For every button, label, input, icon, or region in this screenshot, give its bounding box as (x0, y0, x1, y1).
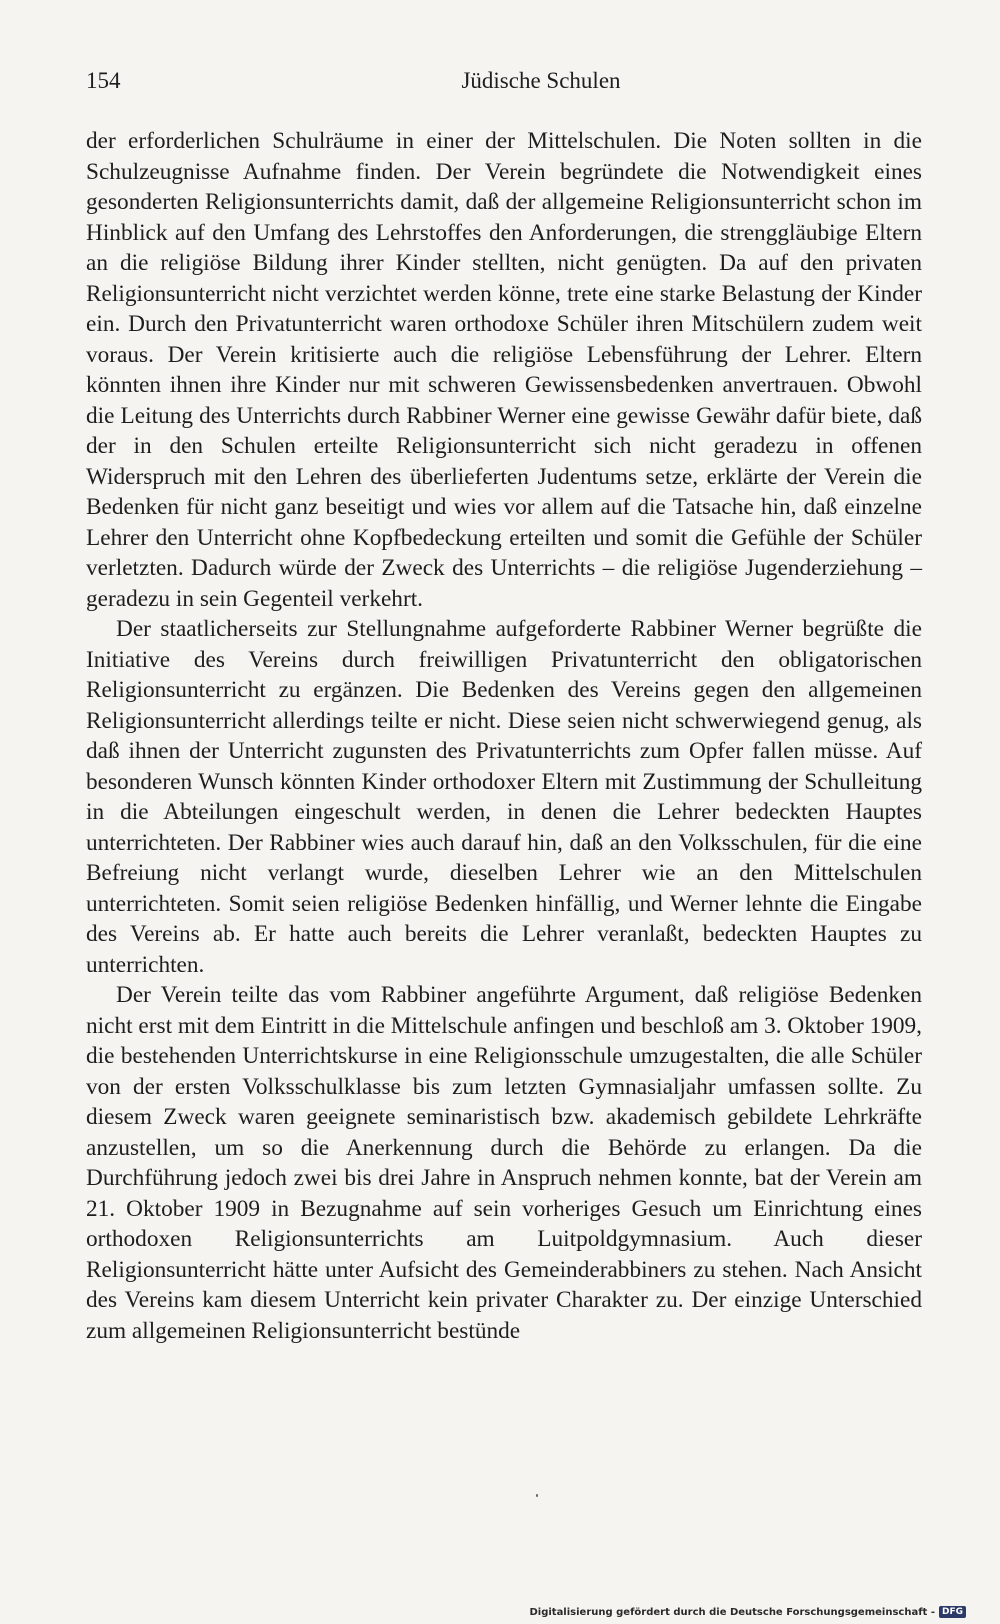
page-number: 154 (86, 68, 121, 93)
running-head: Jüdische Schulen (461, 68, 621, 93)
paragraph-3: Der Verein teilte das vom Rabbiner angeführte Argument, daß religiöse Bedenken nicht erst mit dem Eintritt in die Mittelschule anfingen und beschloß am 3. Oktober 1909, die bestehenden Unterrichtskurse in eine Religionsschule umzugestalten, die alle Schüler von der ersten Volksschulklasse bis zum letzten Gymnasialjahr umfassen sollte. Zu diesem Zweck waren geeignete seminaristisch bzw. akademisch gebildete Lehrkräfte anzustellen, um so die Anerkennung durch die Behörde zu erlangen. Da die Durchführung jedoch zwei bis drei Jahre in Anspruch nehmen konnte, bat der Verein am 21. Oktober 1909 in Bezugnahme auf sein vorheriges Gesuch um Einrichtung eines orthodoxen Religionsunterrichts am Luitpoldgymnasium. Auch dieser Religionsunterricht hätte unter Aufsicht des Gemeinderabbiners zu stehen. Nach Ansicht des Vereins kam diesem Unterricht kein privater Charakter zu. Der einzige Unterschied zum allgemeinen Religionsunterricht bestünde (86, 982, 922, 1344)
paragraph-1: der erforderlichen Schulräume in einer der Mittelschulen. Die Noten sollten in die Schulzeugnisse Aufnahme finden. Der Verein begründete die Notwendigkeit eines gesonderten Religionsunterrichts damit, daß der allgemeine Religionsunterricht schon im Hinblick auf den Umfang des Lehrstoffes den Anforderungen, die strenggläubige Eltern an die religiöse Bildung ihrer Kinder stellten, nicht genügten. Da auf den privaten Religionsunterricht nicht verzichtet werden könne, trete eine starke Belastung der Kinder ein. Durch den Privatunterricht waren orthodoxe Schüler ihren Mitschülern zudem weit voraus. Der Verein kritisierte auch die religiöse Lebensführung der Lehrer. Eltern könnten ihnen ihre Kinder nur mit schweren Gewissensbedenken anvertrauen. Obwohl die Leitung des Unterrichts durch Rabbiner Werner eine gewisse Gewähr dafür biete, daß der in den Schulen erteilte Religionsunterricht sich nicht geradezu in offenen Widerspruch mit den Lehren des überlieferten Judentums setze, erklärte der Verein die Bedenken für nicht ganz beseitigt und wies vor allem auf die Tatsache hin, daß einzelne Lehrer den Unterricht ohne Kopfbedeckung erteilten und somit die Gefühle der Schüler verletzten. Dadurch würde der Zweck des Unterrichts – die religiöse Jugenderziehung – geradezu in sein Gegenteil verkehrt. (86, 128, 922, 612)
scan-speck (536, 1494, 538, 1497)
digitization-footer (529, 1606, 966, 1618)
dfg-logo-icon: DFG (939, 1606, 966, 1618)
body-text (86, 126, 922, 1346)
page-header (86, 68, 922, 104)
digitization-credit: Digitalisierung gefördert durch die Deutsche Forschungsgemeinschaft - (529, 1606, 935, 1618)
paragraph-2: Der staatlicherseits zur Stellungnahme aufgeforderte Rabbiner Werner begrüßte die Initiative des Vereins durch freiwilligen Privatunterricht den obligatorischen Religionsunterricht zu ergänzen. Die Bedenken des Vereins gegen den allgemeinen Religionsunterricht allerdings teilte er nicht. Diese seien nicht schwerwiegend genug, als daß ihnen der Unterricht zugunsten des Privatunterrichts zum Opfer fallen müsse. Auf besonderen Wunsch könnten Kinder orthodoxer Eltern mit Zustimmung der Schulleitung in die Abteilungen eingeschult werden, in denen die Lehrer bedeckten Hauptes unterrichteten. Der Rabbiner wies auch darauf hin, daß an den Volksschulen, für die eine Befreiung nicht verlangt wurde, dieselben Lehrer wie an den Mittelschulen unterrichteten. Somit seien religiöse Bedenken hinfällig, und Werner lehnte die Eingabe des Vereins ab. Er hatte auch bereits die Lehrer veranlaßt, bedeckten Hauptes zu unterrichten. (86, 616, 922, 978)
